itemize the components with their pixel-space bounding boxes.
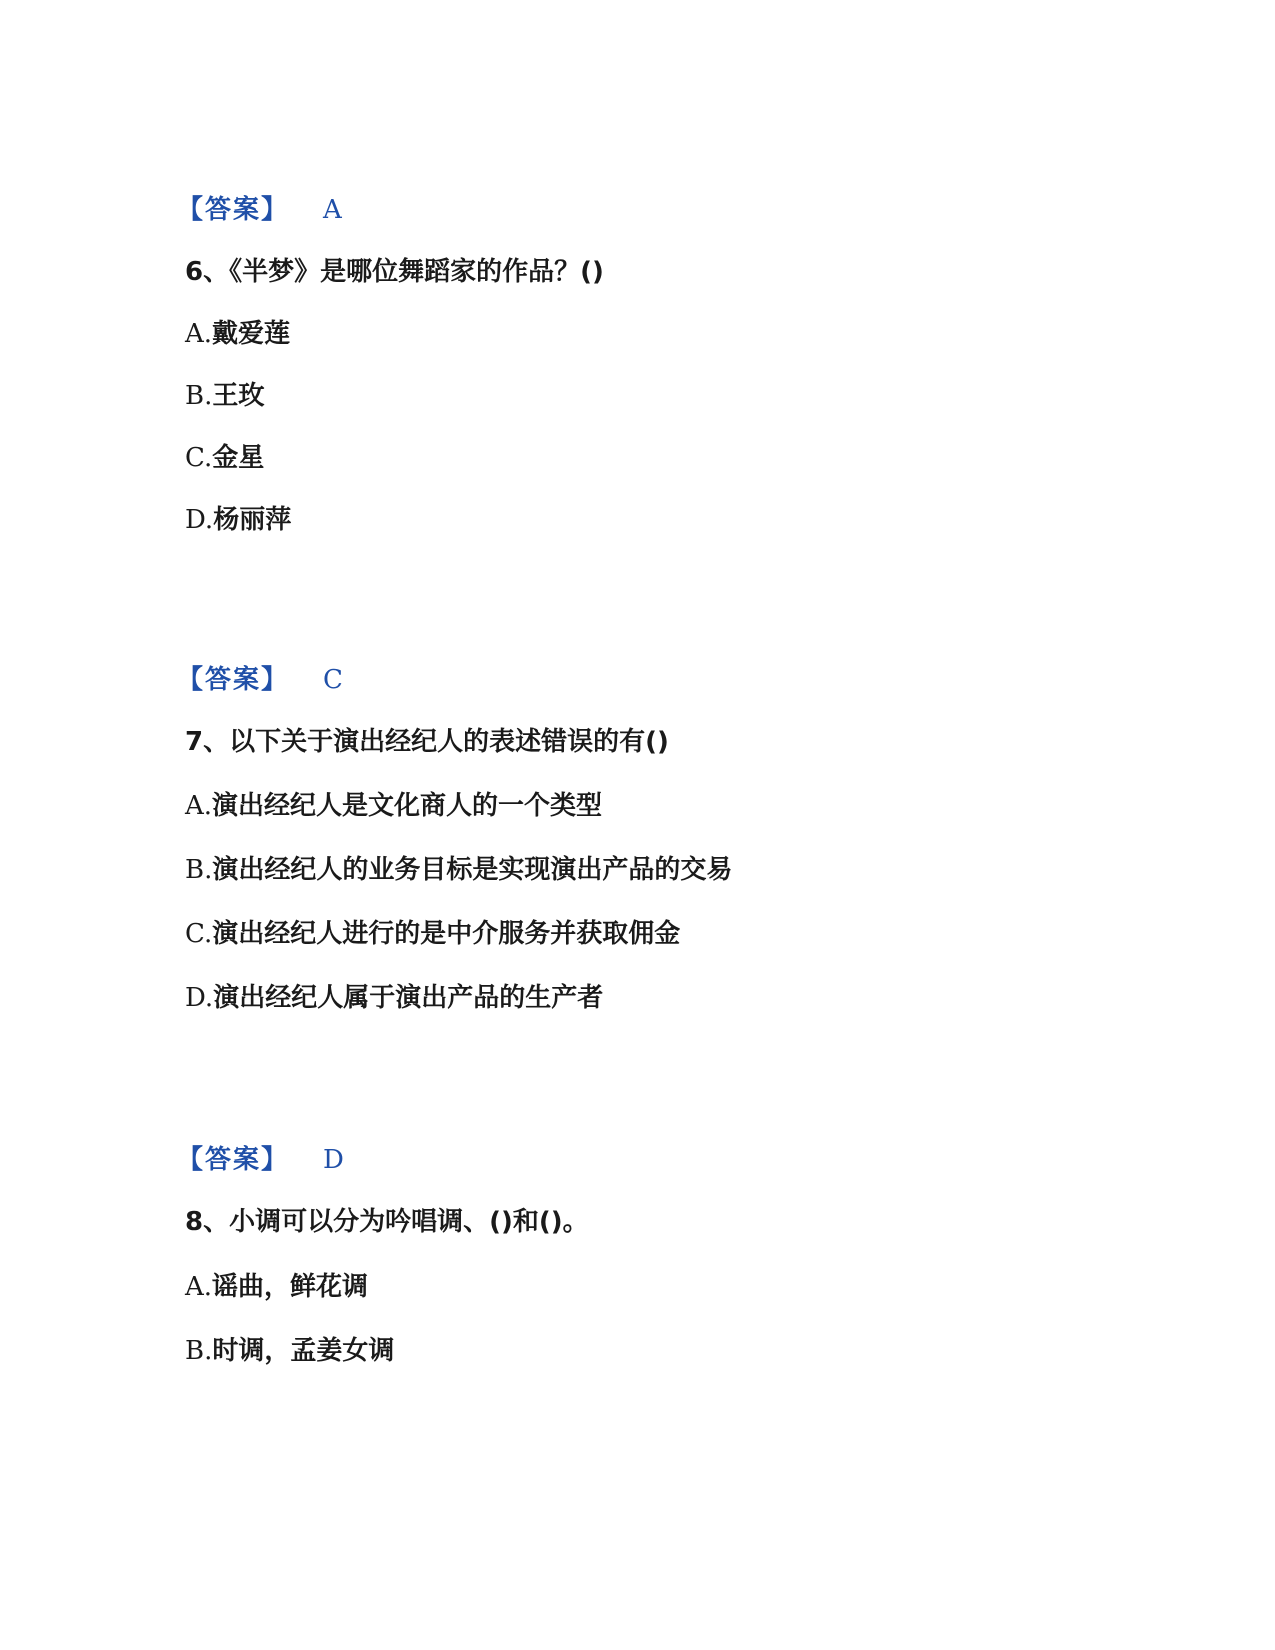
answer-label: 【答案】 — [177, 195, 290, 225]
option-letter: B. — [185, 1336, 213, 1366]
answer-value: C — [323, 665, 343, 695]
answer-value: A — [323, 195, 342, 225]
option-text: 时调，孟姜女调 — [212, 1336, 395, 1366]
option-b — [185, 853, 732, 887]
option-text: 杨丽萍 — [213, 505, 292, 535]
option-b — [185, 379, 264, 413]
answer-line — [177, 193, 342, 227]
option-b — [185, 1334, 394, 1368]
option-letter: B. — [185, 855, 213, 885]
question-text: 8、小调可以分为吟唱调、()和()。 — [185, 1207, 589, 1237]
option-c — [185, 917, 680, 951]
option-letter: C. — [185, 919, 213, 949]
option-c — [185, 441, 264, 475]
option-text: 金星 — [212, 443, 265, 473]
option-letter: C. — [185, 443, 213, 473]
option-d — [185, 981, 603, 1015]
answer-line — [177, 1143, 344, 1177]
question-text: 7、以下关于演出经纪人的表述错误的有() — [185, 727, 669, 757]
option-a — [185, 317, 290, 351]
option-letter: B. — [185, 381, 213, 411]
option-text: 谣曲，鲜花调 — [212, 1272, 369, 1302]
answer-value: D — [323, 1145, 344, 1175]
answer-label: 【答案】 — [177, 1145, 290, 1175]
option-letter: D. — [185, 505, 214, 535]
option-text: 演出经纪人是文化商人的一个类型 — [212, 791, 603, 821]
option-text: 演出经纪人属于演出产品的生产者 — [213, 983, 604, 1013]
option-a — [185, 1270, 368, 1304]
answer-label: 【答案】 — [177, 665, 290, 695]
option-letter: A. — [185, 319, 213, 349]
option-text: 演出经纪人进行的是中介服务并获取佣金 — [212, 919, 681, 949]
option-letter: A. — [185, 1272, 213, 1302]
option-letter: D. — [185, 983, 214, 1013]
option-text: 戴爱莲 — [212, 319, 291, 349]
option-letter: A. — [185, 791, 213, 821]
option-a — [185, 789, 602, 823]
answer-line — [177, 663, 343, 697]
option-text: 演出经纪人的业务目标是实现演出产品的交易 — [212, 855, 733, 885]
question-text: 6、《半梦》是哪位舞蹈家的作品？() — [185, 257, 604, 287]
option-d — [185, 503, 291, 537]
option-text: 王玫 — [212, 381, 265, 411]
